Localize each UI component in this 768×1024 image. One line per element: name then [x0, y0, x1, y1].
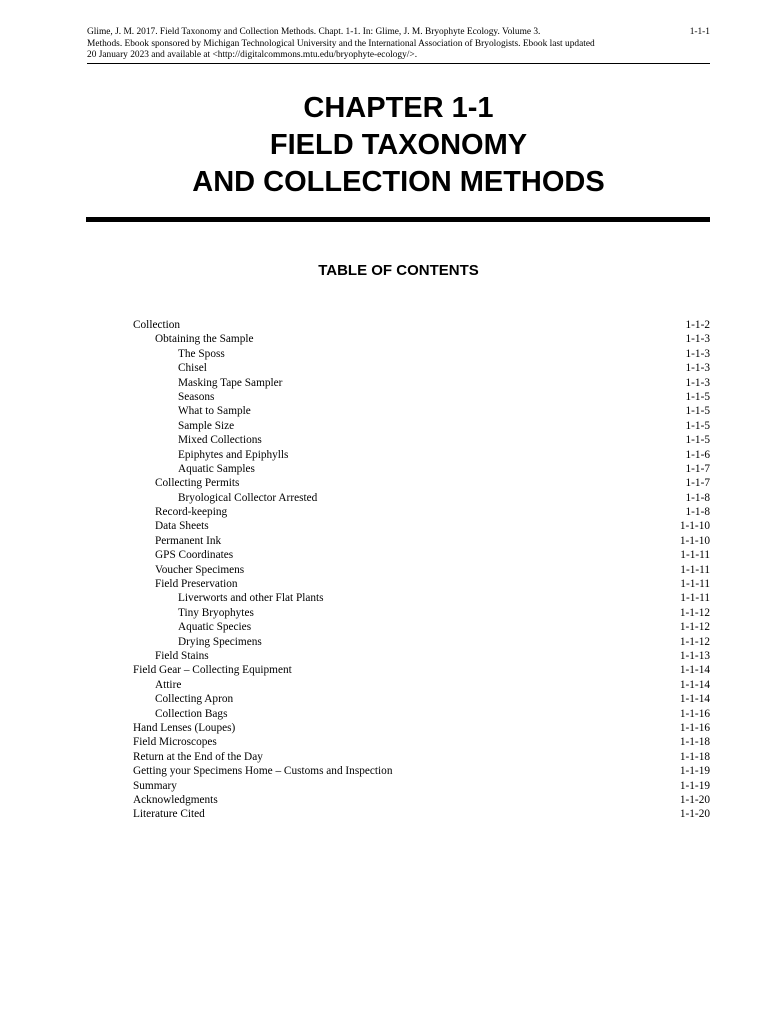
- toc-entry-page: 1-1-14: [679, 678, 710, 691]
- toc-entry-page: 1-1-18: [679, 736, 710, 749]
- toc-entry[interactable]: [133, 793, 710, 807]
- toc-entry[interactable]: [133, 635, 710, 649]
- toc-entry[interactable]: [133, 419, 710, 433]
- citation-header: [87, 27, 710, 62]
- toc-entry-label: Record-keeping: [155, 506, 228, 519]
- chapter-title: [87, 90, 710, 201]
- toc-entry[interactable]: [133, 361, 710, 375]
- toc-entry-label: Getting your Specimens Home – Customs and Inspection: [133, 765, 393, 778]
- toc-entry-page: 1-1-13: [679, 649, 710, 662]
- toc-entry-page: 1-1-19: [679, 765, 710, 778]
- toc-entry[interactable]: [133, 649, 710, 663]
- toc-entry-page: 1-1-7: [685, 462, 710, 475]
- toc-entry-label: Attire: [155, 678, 182, 691]
- toc-entry-page: 1-1-11: [680, 592, 710, 605]
- toc-entry-page: 1-1-18: [679, 750, 710, 763]
- toc-entry-page: 1-1-8: [685, 491, 710, 504]
- citation-line-2: Methods. Ebook sponsored by Michigan Technological University and the International Association of Bryologists. Ebook last updated: [87, 38, 595, 49]
- toc-entry-label: Summary: [133, 779, 177, 792]
- toc-entry-label: Return at the End of the Day: [133, 750, 263, 763]
- toc-entry-label: Collection: [133, 319, 181, 331]
- toc-entry-label: Field Microscopes: [133, 736, 217, 749]
- toc-entry-label: Epiphytes and Epiphylls: [178, 448, 289, 461]
- toc-entry-page: 1-1-14: [679, 664, 710, 677]
- page-number: 1-1-1: [689, 27, 710, 37]
- toc-entry[interactable]: [133, 390, 710, 404]
- toc-entry-label: Acknowledgments: [133, 793, 218, 806]
- toc-entry-label: Chisel: [178, 362, 207, 375]
- toc-entry[interactable]: [133, 548, 710, 562]
- toc-entry-label: Sample Size: [178, 419, 235, 432]
- toc-entry-page: 1-1-11: [680, 563, 710, 576]
- toc-entry-page: 1-1-12: [679, 621, 710, 634]
- toc-entry-page: 1-1-10: [679, 534, 710, 547]
- toc-entry[interactable]: [133, 750, 710, 764]
- toc-heading: TABLE OF CONTENTS: [318, 262, 479, 279]
- toc-entry-label: The Sposs: [178, 347, 225, 360]
- toc-entry-page: 1-1-16: [679, 707, 710, 720]
- toc-entry-label: Bryological Collector Arrested: [178, 491, 318, 504]
- toc-entry[interactable]: [133, 606, 710, 620]
- citation-line-3: 20 January 2023 and available at <http://digitalcommons.mtu.edu/bryophyte-ecology/>.: [87, 50, 418, 60]
- toc-entry-label: Aquatic Samples: [178, 462, 255, 475]
- toc-entry-page: 1-1-11: [680, 578, 710, 591]
- chapter-number: CHAPTER 1-1: [303, 92, 494, 124]
- toc-entry[interactable]: [133, 476, 710, 490]
- toc-entry[interactable]: [133, 707, 710, 721]
- toc-entry[interactable]: [133, 448, 710, 462]
- toc-entry-page: 1-1-14: [679, 693, 710, 706]
- toc-entry[interactable]: [133, 534, 710, 548]
- table-of-contents: [133, 318, 710, 822]
- toc-entry[interactable]: [133, 563, 710, 577]
- toc-entry-page: 1-1-20: [679, 793, 710, 806]
- toc-entry-label: Seasons: [178, 390, 215, 403]
- toc-entry-page: 1-1-6: [685, 448, 710, 461]
- toc-entry[interactable]: [133, 735, 710, 749]
- toc-entry-label: Voucher Specimens: [155, 563, 245, 576]
- toc-entry-page: 1-1-12: [679, 635, 710, 648]
- toc-entry-page: 1-1-5: [685, 434, 710, 447]
- toc-entry[interactable]: [133, 764, 710, 778]
- toc-entry-page: 1-1-3: [685, 376, 710, 389]
- toc-entry-label: Aquatic Species: [178, 621, 252, 634]
- chapter-title-line-2: FIELD TAXONOMY: [269, 129, 528, 161]
- toc-entry[interactable]: [133, 678, 710, 692]
- toc-entry[interactable]: [133, 692, 710, 706]
- toc-entry-label: Field Stains: [155, 649, 209, 662]
- toc-entry-page: 1-1-20: [679, 808, 710, 821]
- toc-entry-label: Collecting Apron: [155, 693, 234, 706]
- toc-entry-label: Obtaining the Sample: [155, 333, 254, 346]
- toc-entry[interactable]: [133, 433, 710, 447]
- toc-entry-label: What to Sample: [178, 405, 251, 418]
- toc-entry-page: 1-1-3: [685, 362, 710, 375]
- toc-entry-label: Permanent Ink: [155, 534, 222, 547]
- toc-entry[interactable]: [133, 462, 710, 476]
- toc-entry[interactable]: [133, 620, 710, 634]
- toc-entry[interactable]: [133, 491, 710, 505]
- toc-entry-label: Drying Specimens: [178, 635, 262, 648]
- toc-entry-page: 1-1-8: [685, 506, 710, 519]
- toc-entry[interactable]: [133, 577, 710, 591]
- toc-entry-page: 1-1-5: [685, 390, 710, 403]
- toc-entry-page: 1-1-11: [680, 549, 710, 562]
- toc-entry-page: 1-1-16: [679, 721, 710, 734]
- toc-entry-page: 1-1-2: [685, 319, 710, 331]
- header-divider: [87, 63, 710, 64]
- title-divider: [86, 217, 710, 222]
- toc-entry-page: 1-1-7: [685, 477, 710, 490]
- chapter-title-line-3: AND COLLECTION METHODS: [192, 166, 605, 198]
- toc-entry[interactable]: [133, 505, 710, 519]
- toc-entry[interactable]: [133, 591, 710, 605]
- toc-entry-page: 1-1-5: [685, 419, 710, 432]
- toc-entry-label: Collection Bags: [155, 707, 228, 720]
- toc-entry-page: 1-1-19: [679, 779, 710, 792]
- toc-entry[interactable]: [133, 663, 710, 677]
- toc-entry[interactable]: [133, 318, 710, 332]
- toc-entry-page: 1-1-10: [679, 520, 710, 533]
- toc-entry-label: Tiny Bryophytes: [178, 606, 254, 619]
- toc-entry-label: Masking Tape Sampler: [178, 376, 283, 389]
- toc-entry-label: Hand Lenses (Loupes): [133, 721, 236, 734]
- toc-entry[interactable]: [133, 779, 710, 793]
- toc-entry-page: 1-1-5: [685, 405, 710, 418]
- toc-entry[interactable]: [133, 347, 710, 361]
- toc-entry-page: 1-1-3: [685, 333, 710, 346]
- toc-entry-label: Data Sheets: [155, 520, 209, 533]
- toc-entry-label: Field Preservation: [155, 578, 238, 591]
- toc-entry-label: Mixed Collections: [178, 434, 262, 447]
- toc-entry-label: Field Gear – Collecting Equipment: [133, 664, 292, 677]
- toc-entry-label: GPS Coordinates: [155, 549, 234, 562]
- toc-entry-label: Collecting Permits: [155, 477, 240, 490]
- toc-entry[interactable]: [133, 519, 710, 533]
- toc-entry[interactable]: [133, 332, 710, 346]
- toc-entry-page: 1-1-3: [685, 347, 710, 360]
- toc-entry[interactable]: [133, 807, 710, 821]
- toc-entry[interactable]: [133, 721, 710, 735]
- toc-entry[interactable]: [133, 376, 710, 390]
- toc-entry-label: Literature Cited: [133, 808, 205, 821]
- toc-entry-label: Liverworts and other Flat Plants: [178, 592, 324, 605]
- toc-entry-page: 1-1-12: [679, 606, 710, 619]
- citation-line-1: Glime, J. M. 2017. Field Taxonomy and Collection Methods. Chapt. 1-1. In: Glime, J. M. Bryophyte Ecology. Volume 3.: [87, 27, 541, 37]
- toc-entry[interactable]: [133, 404, 710, 418]
